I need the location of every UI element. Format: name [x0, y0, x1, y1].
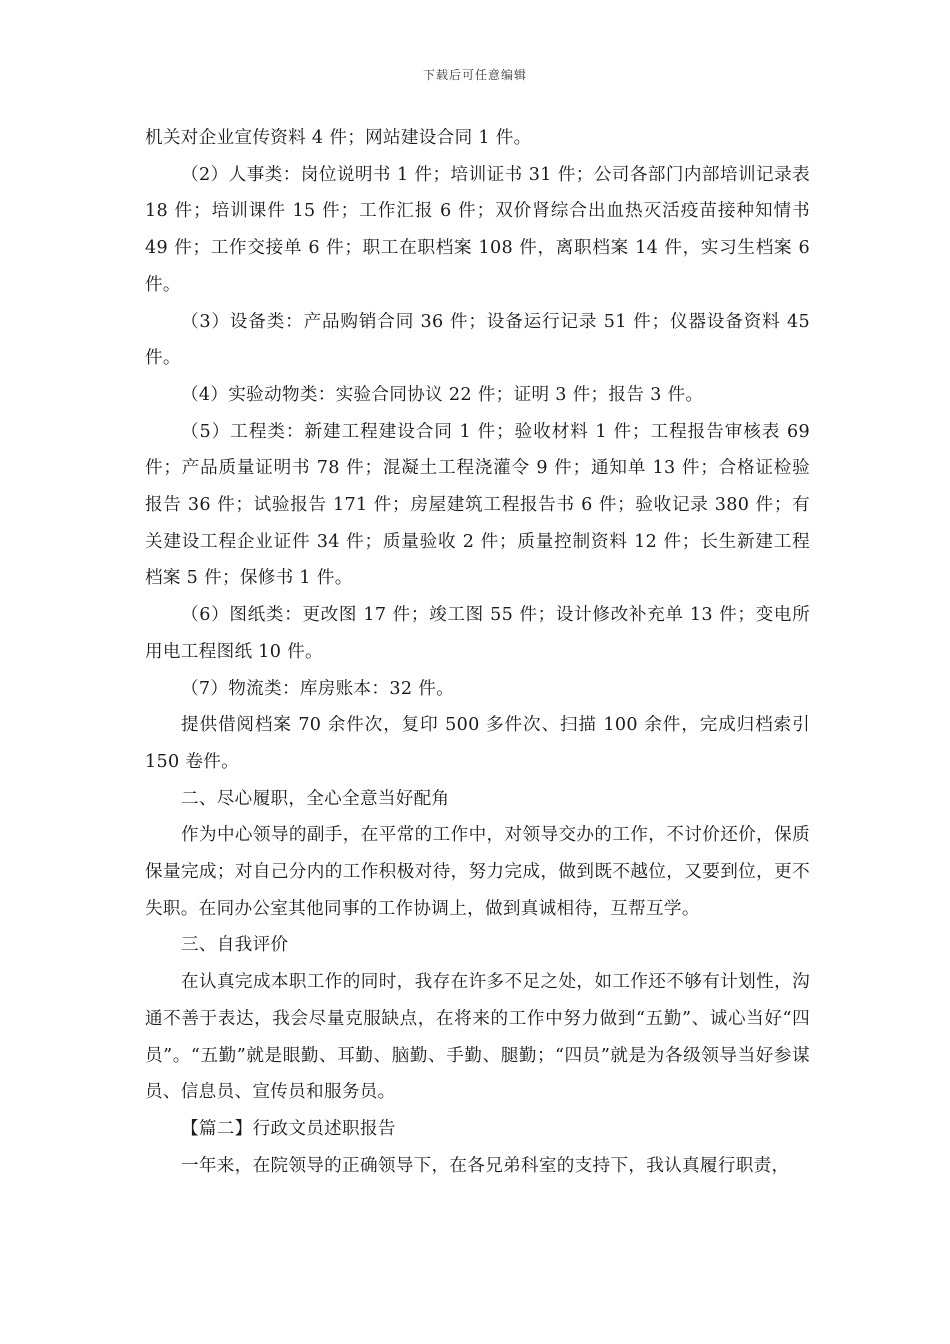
paragraph: 提供借阅档案 70 余件次，复印 500 多件次、扫描 100 余件，完成归档索引 150 卷件。 — [145, 715, 810, 772]
paragraph: 二、尽心履职，全心全意当好配角 — [181, 788, 450, 809]
paragraph: 在认真完成本职工作的同时，我存在许多不足之处，如工作还不够有计划性，沟通不善于表达，我会尽量克服缺点，在将来的工作中努力做到“五勤”、诚心当好“四员”。“五勤”就是眼勤、耳勤、脑勤、手勤、腿勤；“四员”就是为各级领导当好参谋员、信息员、宣传员和服务员。 — [145, 972, 810, 1103]
paragraph: 一年来，在院领导的正确领导下，在各兄弟科室的支持下，我认真履行职责， — [181, 1155, 790, 1176]
paragraph: （5）工程类：新建工程建设合同 1 件；验收材料 1 件；工程报告审核表 69 件；产品质量证明书 78 件；混凝土工程浇灌令 9 件；通知单 13 件；合格证检验报告 36 件；试验报告 171 件；房屋建筑工程报告书 6 件；验收记录 380 件；有关建设工程企业证件 34 件；质量验收 2 件；质量控制资料 12 件；长生新建工程档案 5 件；保修书 1 件。 — [145, 421, 810, 589]
paragraph: 作为中心领导的副手，在平常的工作中，对领导交办的工作，不讨价还价，保质保量完成；对自己分内的工作积极对待，努力完成，做到既不越位，又要到位，更不失职。在同办公室其他同事的工作协调上，做到真诚相待，互帮互学。 — [145, 825, 810, 919]
paragraph: （7）物流类：库房账本：32 件。 — [181, 678, 454, 699]
paragraph: 三、自我评价 — [181, 935, 289, 956]
paragraph: 机关对企业宣传资料 4 件；网站建设合同 1 件。 — [145, 128, 532, 148]
paragraph: （6）图纸类：更改图 17 件；竣工图 55 件；设计修改补充单 13 件；变电所用电工程图纸 10 件。 — [145, 605, 810, 662]
paragraph: （4）实验动物类：实验合同协议 22 件；证明 3 件；报告 3 件。 — [181, 384, 704, 405]
paragraph: 【篇二】行政文员述职报告 — [181, 1118, 396, 1139]
paragraph: （3）设备类：产品购销合同 36 件；设备运行记录 51 件；仪器设备资料 45 件。 — [145, 311, 810, 369]
paragraph: （2）人事类：岗位说明书 1 件；培训证书 31 件；公司各部门内部培训记录表 18 件；培训课件 15 件；工作汇报 6 件；双价肾综合出血热灭活疫苗接种知情书 49 件；工作交接单 6 件；职工在职档案 108 件，离职档案 14 件，实习生档案 6 件。 — [145, 164, 810, 295]
page-header: 下载后可任意编辑 — [422, 68, 527, 82]
document-body — [145, 120, 810, 1184]
